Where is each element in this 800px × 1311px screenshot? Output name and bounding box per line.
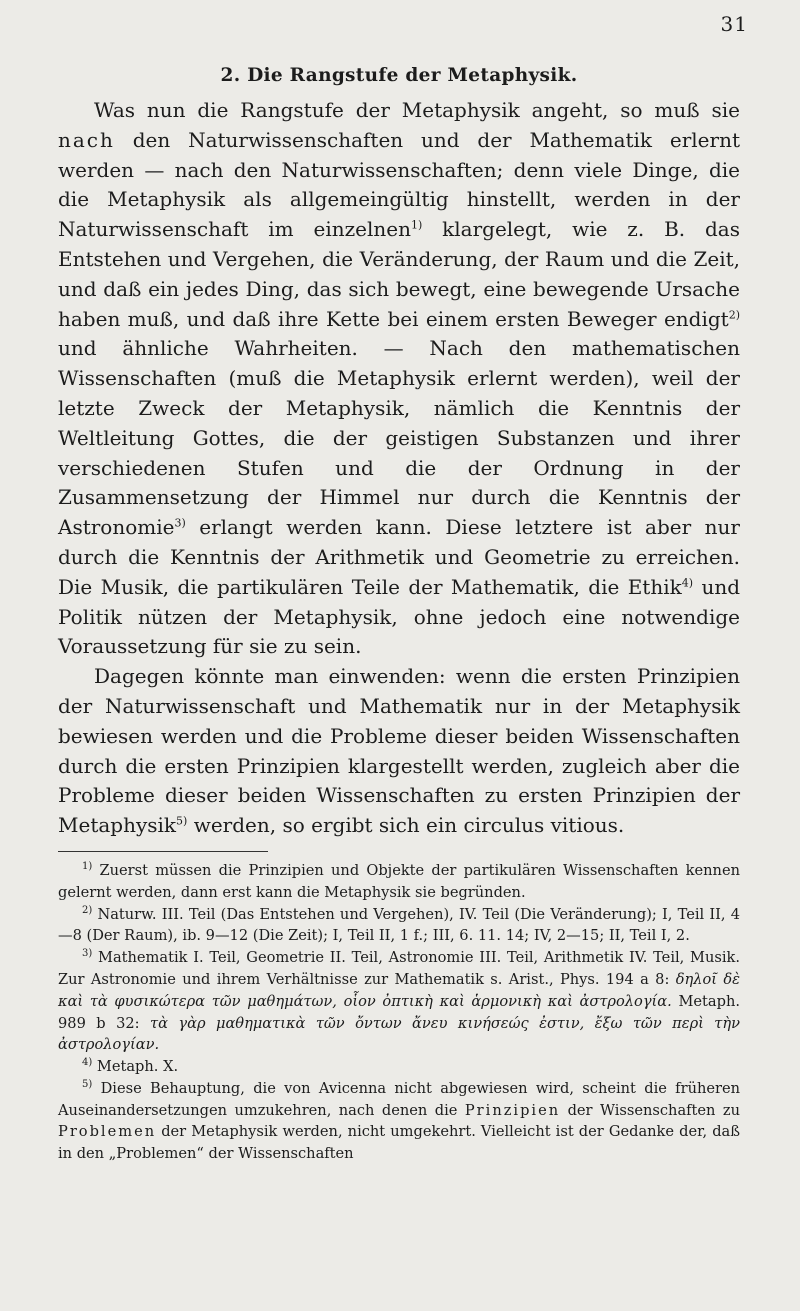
footnote-marker: 1) [82,861,93,873]
footnote-marker: 4) [82,1057,93,1069]
footnote-ref-3[interactable]: 3) [174,516,186,530]
page-number: 31 [720,12,748,36]
footnote-marker: 3) [82,948,93,960]
footnote-2: $^{2)}$ Naturw. III. Teil (Das Entstehen und Vergehen), IV. Teil (Die Veränderung); I, Teil II, 4—8 (Der Raum), ib. 9—12 (Die Zeit); I, Teil II, 1 f.; III, 6. 11. 14; IV, 2—15; II, Teil I, 2. [58,904,740,945]
paragraph-1: Was nun die Rangstufe der Metaphysik angeht, so muß sie nach den Naturwissenschaften und der Mathematik erlernt werden — nach den Naturwissenschaften; denn viele Dinge, die die Metaphysik als allgemeingültig hinstellt, werden in der Naturwissenschaft im einzelnen$^{1)}$ klargelegt, wie z. B. das Entstehen und Vergehen, die Veränderung, der Raum und die Zeit, und daß ein jedes Ding, das sich bewegt, eine bewegende Ursache haben muß, und daß ihre Kette bei einem ersten Beweger endigt$^{2)}$ und ähnliche Wahrheiten. — Nach den mathematischen Wissenschaften (muß die Metaphysik erlernt werden), weil der letzte Zweck der Metaphysik, nämlich die Kenntnis der Weltleitung Gottes, die der geistigen Substanzen und ihrer verschiedenen Stufen und die der Ordnung in der Zusammensetzung der Himmel nur durch die Kenntnis der Astronomie$^{3)}$ erlangt werden kann. Diese letztere ist aber nur durch die Kenntnis der Arithmetik und Geometrie zu erreichen. Die Musik, die partikulären Teile der Mathematik, die Ethik$^{4)}$ und Politik nützen der Metaphysik, ohne jedoch eine notwendige Voraussetzung für sie zu sein. [58,98,741,659]
greek-quote-physics: δηλοῖ δὲ καὶ τὰ φυσικώτερα τῶν μαθημάτων, οἷον ὀπτικὴ καὶ ἁρμονικὴ καὶ ἀστρολογία. [58,970,740,1010]
footnote-3: $^{3)}$ Mathematik I. Teil, Geometrie II. Teil, Astronomie III. Teil, Arithmetik IV. Teil, Musik. Zur Astronomie und ihrem Verhältnisse zur Mathematik s. Arist., Phys. 194 a 8: δηλοῖ δὲ καὶ τὰ φυσικώτερα τῶν μαθημάτων, οἷον ὀπτικὴ καὶ ἁρμονικὴ καὶ ἀστρολογία. Metaph. 989 b 32: τὰ γὰρ μαθηματικὰ τῶν ὄντων ἄνευ κινήσεώς ἐστιν, ἔξω τῶν περὶ τὴν ἀστρολογίαν. [58,948,741,1054]
footnote-ref-2[interactable]: 2) [728,307,740,321]
paragraph-2: Dagegen könnte man einwenden: wenn die ersten Prinzipien der Naturwissenschaft und Mathematik nur in der Metaphysik bewiesen werden und die Probleme dieser beiden Wissenschaften durch die ersten Prinzipien klargestellt werden, zugleich aber die Probleme dieser beiden Wissenschaften zu ersten Prinzipien der Metaphysik$^{5)}$ werden, so ergibt sich ein circulus vitious. [58,664,740,838]
emphasis-nach: nach [58,127,115,152]
footnote-ref-4[interactable]: 4) [681,576,694,590]
footnote-ref-5[interactable]: 5) [176,814,188,828]
footnote-1: $^{1)}$ Zuerst müssen die Prinzipien und Objekte der partikulären Wissenschaften kennen gelernt werden, dann erst kann die Metaphysik sie begründen. [58,861,740,901]
footnote-4: $^{4)}$ Metaph. X. [82,1057,179,1076]
footnotes [58,860,740,1165]
footnote-5: $^{5)}$ Diese Behauptung, die von Avicenna nicht abgewiesen wird, scheint die früheren Auseinandersetzungen umzukehren, nach denen die Prinzipien der Wissenschaften zu Problemen der Metaphysik werden, nicht umgekehrt. Vielleicht ist der Gedanke der, daß in den „Problemen“ der Wissenschaften [58,1079,741,1163]
footnote-marker: 2) [82,904,93,916]
greek-quote-metaphysics: τὰ γὰρ μαθηματικὰ τῶν ὄντων ἄνευ κινήσεώς ἐστιν, ἔξω τῶν περὶ τὴν ἀστρολογίαν. [58,1014,740,1054]
section-heading: 2. Die Rangstufe der Metaphysik. [220,65,578,86]
footnote-marker: 5) [82,1079,93,1091]
page-content [58,65,740,1165]
emphasis-prinzipien: Prinzipien [464,1101,561,1119]
footnote-ref-1[interactable]: 1) [410,218,423,232]
footnote-divider [58,851,268,852]
emphasis-problemen: Problemen [58,1123,157,1141]
